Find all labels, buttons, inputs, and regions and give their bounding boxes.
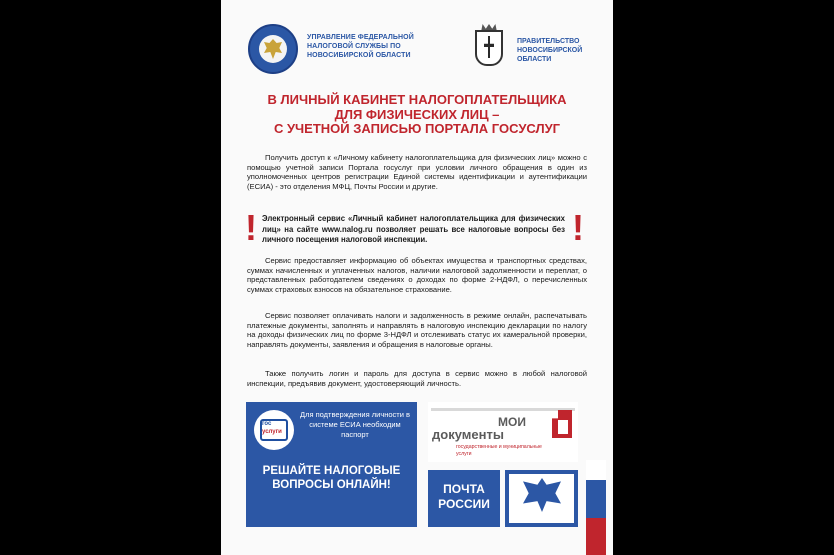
fns-emblem-icon (248, 24, 298, 74)
poster-title (241, 93, 593, 137)
gosuslugi-banner (246, 402, 417, 527)
pochta-eagle-banner (505, 470, 578, 527)
esia-passport-note: Для подтверждения личности в системе ЕСИА необходим паспорт (300, 410, 410, 439)
moi-dokumenty-logo-icon (552, 410, 574, 440)
title-line-3: С УЧЕТНОЙ ЗАПИСЬЮ ПОРТАЛА ГОСУСЛУГ (273, 121, 561, 136)
paragraph-access-text: Получить доступ к «Личному кабинету налогоплательщика для физических лиц» можно с помощью учетной записи Портала госуслуг при условии личного обращения в один из уполномоченных центров регистрации Единой системы идентификации и аутентификации (ЕСИА) - это отделения МФЦ, Почты России и другие. (247, 153, 587, 191)
left-org-name: УПРАВЛЕНИЕ ФЕДЕРАЛЬНОЙ НАЛОГОВОЙ СЛУЖБЫ ПО НОВОСИБИРСКОЙ ОБЛАСТИ (307, 34, 414, 59)
callout-service: Электронный сервис «Личный кабинет налогоплательщика для физических лиц» на сайте www.nalog.ru позволяет решать все налоговые вопросы без личного посещения налоговой инспекции. (262, 214, 565, 244)
novosibirsk-coat-of-arms-icon (471, 24, 507, 72)
exclamation-right-icon: ! (572, 207, 584, 248)
paragraph-service-info-text: Сервис предоставляет информацию об объектах имущества и транспортных средствах, суммах начисленных и уплаченных налогов, наличии налоговой задолженности и переплат, о представленных работодателем сведениях о доходах по форме 2-НДФЛ, о перечисленных суммах страховых взносов на обязательное страхование. (247, 256, 587, 294)
title-line-2: ДЛЯ ФИЗИЧЕСКИХ ЛИЦ – (334, 106, 500, 122)
gosuslugi-logo-line2: услуги (262, 429, 282, 435)
paragraph-service-payments (247, 311, 587, 349)
paragraph-login (247, 369, 587, 388)
moi-dokumenty-subtitle: государственные и муниципальные услуги (456, 444, 542, 457)
online-cta: РЕШАЙТЕ НАЛОГОВЫЕ ВОПРОСЫ ОНЛАЙН! (262, 465, 401, 491)
gosuslugi-logo-line1: гос (262, 421, 272, 427)
pochta-rossii-label: ПОЧТА РОССИИ (438, 482, 490, 511)
moi-dokumenty-banner (428, 402, 578, 462)
pochta-rossii-banner (428, 470, 500, 527)
moi-dokumenty-line1: МОИ (498, 415, 526, 429)
paragraph-service-payments-text: Сервис позволяет оплачивать налоги и задолженность в режиме онлайн, распечатывать платежные документы, заполнять и направлять в налоговую инспекцию декларации по налогу на доходы физических лиц по форме 3-НДФЛ и отслеживать статус их камеральной проверки, направлять документы, заявления и обращения в налоговые органы. (247, 311, 587, 349)
paragraph-service-info (247, 256, 587, 294)
paragraph-access (247, 153, 587, 191)
title-line-1: В ЛИЧНЫЙ КАБИНЕТ НАЛОГОПЛАТЕЛЬЩИКА (267, 92, 567, 107)
russian-flag-stripe (586, 460, 606, 555)
exclamation-left-icon: ! (245, 207, 257, 248)
gosuslugi-logo-icon (254, 410, 294, 450)
poster-sheet (221, 0, 613, 555)
moi-dokumenty-line2: документы (432, 427, 504, 442)
paragraph-login-text: Также получить логин и пароль для доступа в сервис можно в любой налоговой инспекции, предъявив документ, удостоверяющий личность. (247, 369, 587, 388)
right-org-name: ПРАВИТЕЛЬСТВО НОВОСИБИРСКОЙ ОБЛАСТИ (517, 38, 583, 63)
